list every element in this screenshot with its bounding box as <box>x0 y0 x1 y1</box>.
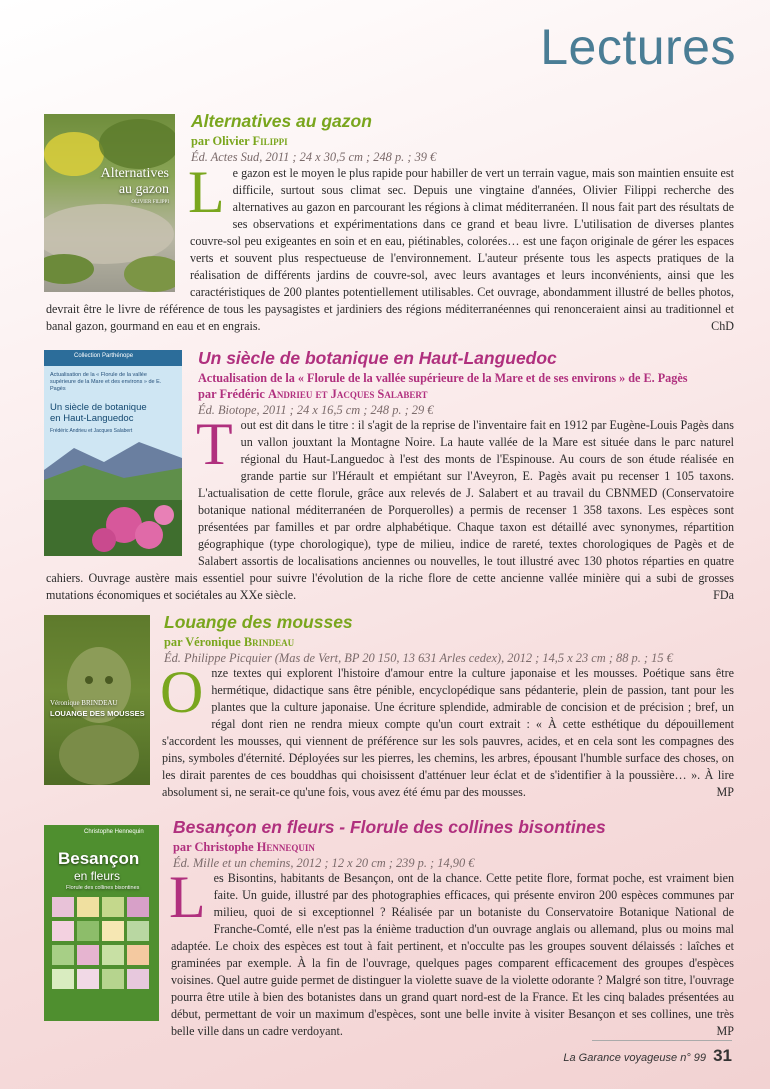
cover-title: Besançon <box>58 849 140 868</box>
text-wrap-spacer <box>46 417 198 557</box>
review-subtitle: Actualisation de la « Florule de la vallée supérieure de la Mare et de ses environs » de E. Pagès <box>198 371 688 385</box>
section-title: Lectures <box>540 19 736 75</box>
page-footer <box>563 1046 732 1066</box>
cover-author: Véronique BRINDEAU <box>50 699 118 707</box>
cover-author: Frédéric Andrieu et Jacques Salabert <box>50 428 133 434</box>
author-prefix: par Christophe <box>173 840 254 854</box>
cover-title-line2: en fleurs <box>74 869 121 883</box>
body-text: nze textes qui explorent l'histoire d'amour entre la culture japonaise et les mousses. Poétique sans être hermétique, didactique sans être pénible, encyclopédique sans pédanterie, plein de passion, tant pour les plantes que la culture japonaise. Une écriture splendide, admirable de concision et de précision ; bref, un régal dont rien ne rendra mieux compte qu'un court extrait : « À cette esthétique du dépouillement s'accordent les mousses, qui viennent de préférence sur les sols pauvres, acides, et en cela sont les compagnes des pins, symboles d'éternité. Déployées sur les pierres, les chemins, les arbres, épousant l'humble surface des choses, on les dirait parentes de ces bouddhas qui choisissent d'atténuer leur éclat et de s'identifier à la poussière… ». À lire absolument si, ne serait-ce qu'une fois, vous avez été ému par des mousses. <box>162 666 734 800</box>
review-body <box>160 659 734 801</box>
review-title: Un siècle de botanique en Haut-Languedoc <box>198 348 557 368</box>
magazine-name: La Garance voyageuse <box>563 1052 678 1064</box>
cover-title: LOUANGE DES MOUSSES <box>50 709 145 718</box>
review-author <box>191 134 288 149</box>
review-title: Louange des mousses <box>164 612 353 632</box>
reviewer-signature: MP <box>716 1024 734 1039</box>
drop-cap: L <box>188 159 225 225</box>
review-title: Besançon en fleurs - Florule des collines bisontines <box>173 817 606 837</box>
body-text: out est dit dans le titre : il s'agit de la reprise de l'inventaire fait en 1912 par Eugène-Louis Pagès dans un vallon jouxtant la Montagne Noire. La haute vallée de la Mare est située dans le parc naturel régional du Haut-Languedoc à l'est des monts de l'Espinouse. Au cours de son étude réalisée en grande partie sur l'Hérault et empiétant sur l'Aveyron, E. Pagès avait pu recenser 1 105 taxons. L'actualisation de cette florule, grâce aux relevés de J. Salabert et au travail du CBNMED (Conservatoire botanique national méditerranéen de Porquerolles) a permis de recenser 1 358 taxons. Les espèces sont présentées par familles et par ordre alphabétique. Chaque taxon est détaillé avec synonymes, répartition géographique (type chorologique), type de milieu, indice de rareté, textes chorologiques de Pagès et de Salabert assortis de localisations anciennes ou nouvelles, le tout illustré avec 130 photos réparties en quatre cahiers. Ouvrage austère mais essentiel pour suivre l'évolution de la riche flore de cette ancienne vallée minière qui a subi de grosses mutations économiques et sociétales au XXe siècle. <box>46 418 734 603</box>
author-prefix: par Frédéric <box>198 387 265 401</box>
review-author <box>164 635 294 650</box>
flower-grid-photo-image <box>44 825 159 1021</box>
footer-divider <box>592 1040 732 1041</box>
page-number: 31 <box>713 1046 732 1065</box>
author-name: Andrieu et Jacques Salabert <box>267 387 428 401</box>
cover-author: Christophe Hennequin <box>84 829 144 835</box>
review-edition: Éd. Mille et un chemins, 2012 ; 12 x 20 cm ; 239 p. ; 14,90 € <box>173 856 475 870</box>
cover-author: OLIVIER FILIPPI <box>131 200 169 205</box>
cover-subtitle: Florule des collines bisontines <box>66 885 140 891</box>
body-text: e gazon est le moyen le plus rapide pour habiller de vert un terrain vague, mais son maintien ensuite est difficile, surtout sous climat sec. Depuis une vingtaine d'années, Olivier Filippi recherche des alternatives au gazon en parcourant les régions à climat méditerranéen. Il nous fait part des résultats de ses observations et expérimentations dans ce grand et beau livre. L'utilisation de diverses plantes couvre-sol peu exigeantes en soin et en eau, piétinables, colorées… est une façon originale de gérer les espaces verts et souvent plus respectueuse de l'environnement. L'auteur présente tous les aspects pratiques de la réalisation de différents jardins de couvre-sol, avec leurs avantages et leurs inconvénients, ainsi que les caractéristiques de 200 plantes potentiellement utilisables. Cet ouvrage, abondamment illustré de belles photos, devrait être le livre de référence de tous les paysagistes et jardiniers des régions méditerranéennes qui renonceraient ainsi au traditionnel et banal gazon, gourmand en eau et en engrais. <box>46 166 734 334</box>
review-edition: Éd. Actes Sud, 2011 ; 24 x 30,5 cm ; 248 p. ; 39 € <box>191 150 437 164</box>
review-author <box>198 387 428 402</box>
drop-cap: L <box>169 864 206 930</box>
body-text: es Bisontins, habitants de Besançon, ont de la chance. Cette petite flore, format poche, est vraiment bien faite. Un guide, illustré par des photographies efficaces, qui présente environ 200 espèces communes par milieu, quoi de si exceptionnel ? Réalisée par un botaniste du Conservatoire Botanique National de Franche-Comté, elle n'est pas la énième traduction d'un ouvrage anglais ou allemand, plus ou moins mal adaptée. Le choix des espèces est tout à fait pertinent, et n'occulte pas les groupes souvent délaissés : laîches et graminées par exemple. À la fin de l'ouvrage, quelques pages comparent efficacement des groupes d'espèces voisines. Quel autre guide permet de distinguer la violette suave de la violette odorante ? Malgré son titre, l'ouvrage pourra être utile à bien des botanistes dans un grand quart nord-est de la France. Et les cinq balades présentées au début, permettant de voir un maximum d'espèces, sont une belle invite à visiter Besançon et ses collines, une très belle ville dans un cadre verdoyant. <box>171 871 734 1039</box>
book-cover-besancon <box>44 825 159 1021</box>
author-prefix: par Véronique <box>164 635 241 649</box>
cover-title: Alternatives <box>100 166 169 181</box>
review-body <box>169 864 734 1040</box>
review-title: Alternatives au gazon <box>191 111 372 131</box>
review-author <box>173 840 315 855</box>
review-body <box>46 159 734 335</box>
author-prefix: par Olivier <box>191 134 250 148</box>
drop-cap: T <box>196 411 233 477</box>
author-name: Brindeau <box>243 635 295 649</box>
cover-title: Un siècle de botanique en Haut-Languedoc <box>50 402 147 424</box>
review-edition: Éd. Philippe Picquier (Mas de Vert, BP 20 150, 13 631 Arles cedex), 2012 ; 14,5 x 23 cm ; 88 p. ; 15 € <box>164 651 673 665</box>
cover-subtitle: Actualisation de la « Florule de la vallée supérieure de la Mare et des environs » de E. Pagès <box>50 372 162 392</box>
author-name: Hennequin <box>256 840 315 854</box>
book-cover-louange-mousses <box>44 615 150 785</box>
text-wrap-spacer <box>46 165 190 285</box>
issue-number: n° 99 <box>680 1052 707 1064</box>
cover-subtitle: au gazon <box>118 182 169 197</box>
review-edition: Éd. Biotope, 2011 ; 24 x 16,5 cm ; 248 p. ; 29 € <box>198 403 434 417</box>
cover-series: Collection Parthénope <box>74 353 134 359</box>
reviewer-signature: MP <box>716 785 734 800</box>
author-name: Filippi <box>252 134 288 148</box>
reviewer-signature: FDa <box>713 588 734 603</box>
reviewer-signature: ChD <box>711 319 734 334</box>
drop-cap: O <box>160 659 204 725</box>
